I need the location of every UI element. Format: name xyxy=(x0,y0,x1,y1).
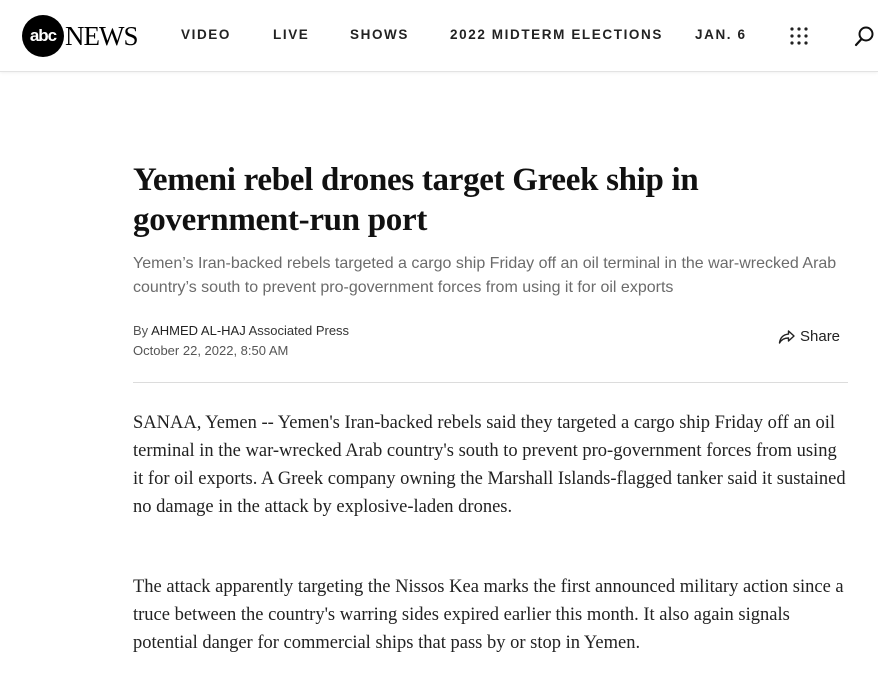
article-paragraph-2: The attack apparently targeting the Nissos Kea marks the first announced military action since a truce between the country's warring sides expired earlier this month. It also again signals potential danger for commercial ships that pass by or stop in Yemen. xyxy=(133,577,844,653)
article-dek: Yemen’s Iran-backed rebels targeted a cargo ship Friday off an oil terminal in the war-wrecked Arab country’s south to prevent pro-government forces from using it for oil exports xyxy=(133,255,837,296)
nav-item-shows[interactable]: SHOWS xyxy=(350,27,410,42)
author-link[interactable]: AHMED AL-HAJ xyxy=(151,323,246,338)
share-arrow-icon xyxy=(778,329,796,345)
abc-news-logo[interactable] xyxy=(22,15,138,57)
byline-source: Associated Press xyxy=(248,323,350,338)
grid-dots-icon[interactable] xyxy=(790,27,808,45)
nav-item-live[interactable]: LIVE xyxy=(273,27,310,42)
abc-logo-mark: abc xyxy=(22,15,64,57)
nav-item-midterm-elections[interactable]: 2022 MIDTERM ELECTIONS xyxy=(450,27,663,42)
top-navigation-bar xyxy=(0,0,878,72)
nav-item-jan-6[interactable]: JAN. 6 xyxy=(695,27,747,42)
article-paragraph-1: SANAA, Yemen -- Yemen's Iran-backed rebels said they targeted a cargo ship Friday off an oil terminal in the war-wrecked Arab country's south to prevent pro-government forces from using it for oil exports. A Greek company owning the Marshall Islands-flagged tanker said it sustained no damage in the attack by explosive-laden drones. xyxy=(133,413,846,517)
nav-item-video[interactable]: VIDEO xyxy=(181,27,232,42)
byline xyxy=(133,321,349,341)
publish-date: October 22, 2022, 8:50 AM xyxy=(133,343,289,358)
article-headline: Yemeni rebel drones target Greek ship in government-run port xyxy=(133,162,699,238)
news-wordmark: NEWS xyxy=(65,20,138,51)
byline-prefix: By xyxy=(133,323,149,338)
share-button[interactable] xyxy=(778,328,840,345)
share-label: Share xyxy=(800,328,841,345)
search-icon[interactable] xyxy=(854,25,876,47)
byline-divider xyxy=(133,382,848,383)
